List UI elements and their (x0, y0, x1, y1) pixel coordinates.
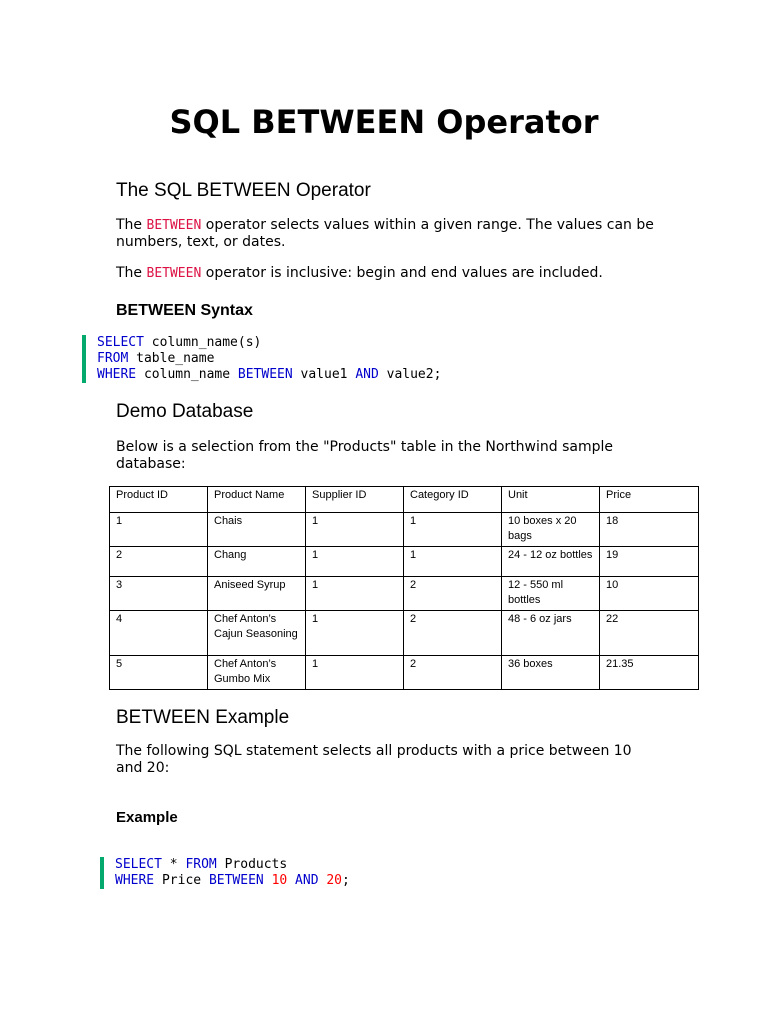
table-cell: 10 boxes x 20 bags (502, 513, 600, 547)
code-line (115, 873, 350, 889)
table-cell: 1 (306, 547, 404, 577)
code-keyword: WHERE (115, 873, 155, 888)
table-cell: 1 (404, 547, 502, 577)
code-text: Products (216, 857, 288, 872)
table-cell: Chang (208, 547, 306, 577)
code-number: 10 (271, 873, 288, 888)
products-table (109, 486, 699, 690)
table-cell: 2 (404, 656, 502, 690)
table-cell: 2 (110, 547, 208, 577)
table-cell: Chef Anton’s Gumbo Mix (208, 656, 306, 690)
code-keyword: BETWEEN (237, 367, 293, 382)
syntax-heading: BETWEEN Syntax (116, 302, 253, 319)
intro-text-start: The (116, 217, 147, 233)
column-header: Supplier ID (306, 487, 404, 513)
column-header: Price (600, 487, 699, 513)
table-row (110, 513, 699, 547)
code-line (97, 367, 441, 383)
table-cell: 1 (306, 611, 404, 656)
code-line (115, 857, 350, 873)
inclusive-text-start: The (116, 265, 147, 281)
table-row (110, 611, 699, 656)
table-cell: 2 (404, 577, 502, 611)
column-header: Product ID (110, 487, 208, 513)
table-cell: 12 - 550 ml bottles (502, 577, 600, 611)
example-heading: BETWEEN Example (116, 707, 290, 728)
table-cell: 10 (600, 577, 699, 611)
table-cell: 1 (110, 513, 208, 547)
table-header-row (110, 487, 699, 513)
table-cell: 48 - 6 oz jars (502, 611, 600, 656)
example-label: Example (116, 809, 178, 826)
code-text: column_name(s) (143, 335, 262, 350)
example-code-block (100, 857, 350, 889)
inline-keyword: BETWEEN (146, 218, 202, 233)
code-keyword: AND (295, 873, 319, 888)
code-keyword: FROM (185, 857, 217, 872)
inclusive-text-end: operator is inclusive: begin and end values are included. (201, 265, 603, 281)
table-cell: 4 (110, 611, 208, 656)
column-header: Product Name (208, 487, 306, 513)
code-number: 20 (326, 873, 343, 888)
code-text: value2; (378, 367, 442, 382)
intro-text-end: operator selects values within a given range. The values can be numbers, text, or dates. (116, 217, 654, 250)
column-header: Unit (502, 487, 600, 513)
demo-heading: Demo Database (116, 401, 254, 422)
code-text: value1 (292, 367, 356, 382)
column-header: Category ID (404, 487, 502, 513)
table-cell: 24 - 12 oz bottles (502, 547, 600, 577)
code-text: ; (342, 873, 350, 888)
section-heading-operator: The SQL BETWEEN Operator (116, 180, 371, 201)
code-keyword: SELECT (97, 335, 144, 350)
table-cell: 3 (110, 577, 208, 611)
demo-intro: Below is a selection from the "Products" table in the Northwind sample database: (116, 439, 613, 472)
table-cell: 22 (600, 611, 699, 656)
code-line (97, 351, 441, 367)
table-cell: 1 (306, 513, 404, 547)
table-cell: Chef Anton’s Cajun Seasoning (208, 611, 306, 656)
code-text: column_name (136, 367, 238, 382)
code-keyword: WHERE (97, 367, 137, 382)
table-cell: 21.35 (600, 656, 699, 690)
table-cell: 1 (404, 513, 502, 547)
inclusive-paragraph (116, 265, 656, 282)
code-line (97, 335, 441, 351)
table-cell: 2 (404, 611, 502, 656)
syntax-code-block (82, 335, 441, 383)
code-text: Price (154, 873, 209, 888)
table-cell: 5 (110, 656, 208, 690)
table-cell: 19 (600, 547, 699, 577)
code-keyword: BETWEEN (208, 873, 264, 888)
table-cell: 1 (306, 656, 404, 690)
code-keyword: AND (355, 367, 379, 382)
code-text: table_name (128, 351, 215, 366)
code-keyword: SELECT (115, 857, 162, 872)
table-row (110, 656, 699, 690)
table-row (110, 577, 699, 611)
intro-paragraph (116, 217, 656, 251)
table-row (110, 547, 699, 577)
inline-keyword: BETWEEN (146, 266, 202, 281)
code-text: * (161, 857, 186, 872)
table-cell: Chais (208, 513, 306, 547)
table-cell: 1 (306, 577, 404, 611)
example-intro: The following SQL statement selects all products with a price between 10 and 20: (116, 743, 632, 776)
code-keyword: FROM (97, 351, 129, 366)
table-cell: 36 boxes (502, 656, 600, 690)
table-cell: 18 (600, 513, 699, 547)
table-cell: Aniseed Syrup (208, 577, 306, 611)
page-title: SQL BETWEEN Operator (169, 103, 599, 141)
